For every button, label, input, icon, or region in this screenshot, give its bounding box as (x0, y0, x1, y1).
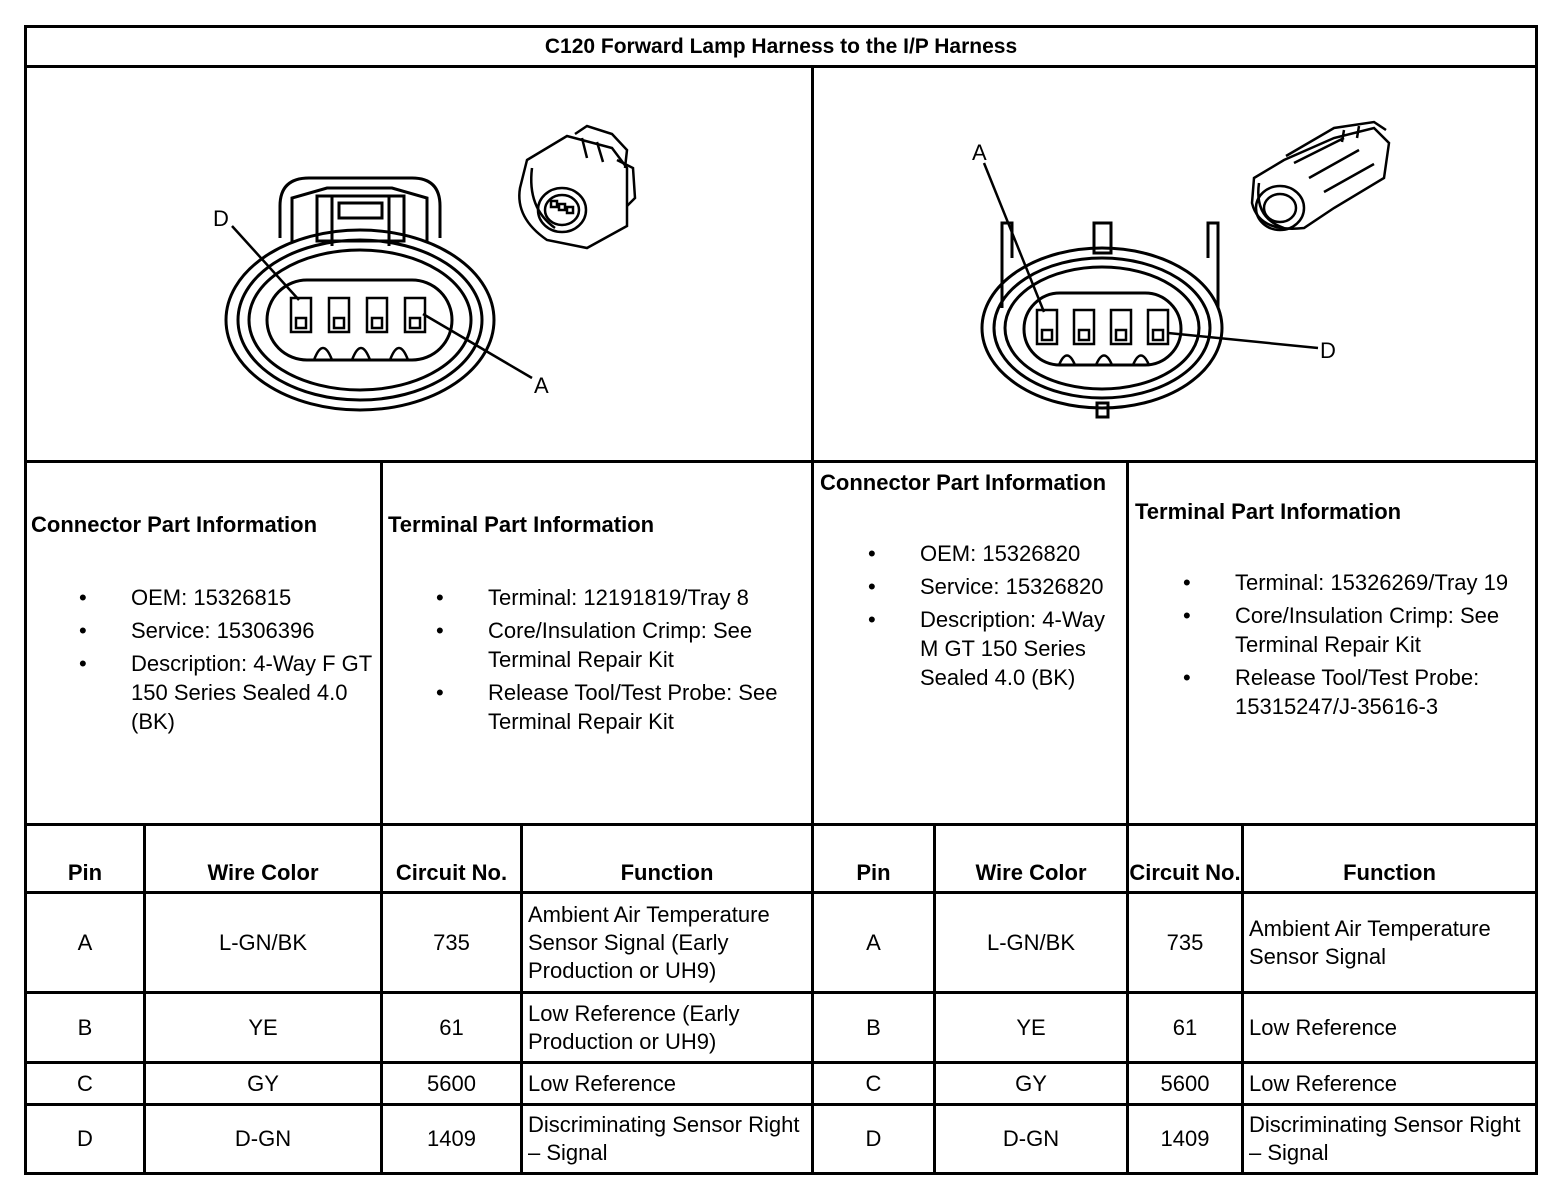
connector-heading: Connector Part Information (31, 512, 318, 537)
connector-diagram-female (27, 68, 811, 460)
list-item: • Terminal: 12191819/Tray 8 (388, 583, 806, 612)
cell-circuit: 61 (439, 1014, 464, 1040)
cell-function: Low Reference (1249, 1014, 1397, 1040)
header-circuit: Circuit No. (1129, 860, 1241, 885)
header-pin: Pin (856, 860, 891, 885)
list-item: • Core/Insulation Crimp: See Terminal Repair Kit (1135, 601, 1533, 659)
pin-label-a: A (534, 373, 549, 398)
cell-pin: A (866, 929, 881, 955)
cell-wire-color: GY (247, 1070, 279, 1096)
cell-pin: B (77, 1014, 93, 1040)
cell-wire-color: L-GN/BK (986, 929, 1076, 955)
header-circuit: Circuit No. (395, 860, 508, 885)
cell-pin: B (866, 1014, 881, 1040)
list-item: • Service: 15306396 (31, 616, 376, 645)
divider (24, 460, 1538, 463)
cell-function: Discriminating Sensor Right – Signal (1249, 1112, 1521, 1165)
cell-function: Ambient Air Temperature Sensor Signal (1249, 915, 1491, 969)
terminal-list (1135, 568, 1533, 721)
cell-pin: C (865, 1070, 882, 1096)
cell-pin: D (77, 1126, 93, 1151)
pin-label-d: D (213, 206, 229, 231)
right-connector-info (820, 468, 1122, 696)
cell-pin: A (77, 929, 93, 955)
cell-function: Ambient Air Temperature Sensor Signal (Early Production or UH9) (528, 901, 770, 983)
connector-diagram-male (814, 68, 1535, 460)
cell-wire-color: GY (1015, 1070, 1047, 1096)
cell-pin: D (865, 1126, 882, 1151)
cell-function: Low Reference (528, 1070, 676, 1096)
cell-wire-color: YE (1016, 1014, 1046, 1040)
pin-label-a: A (972, 140, 987, 165)
terminal-heading: Terminal Part Information (388, 512, 655, 537)
cell-function: Low Reference (Early Production or UH9) (528, 1000, 740, 1054)
terminal-list (388, 583, 806, 736)
list-item: • Service: 15326820 (820, 572, 1122, 601)
list-item: • Description: 4-Way F GT 150 Series Sealed 4.0 (BK) (31, 649, 376, 736)
cell-circuit: 735 (1166, 929, 1204, 955)
list-item: • Release Tool/Test Probe: See Terminal Repair Kit (388, 678, 806, 736)
cell-pin: C (77, 1070, 93, 1096)
list-item: • Core/Insulation Crimp: See Terminal Repair Kit (388, 616, 806, 674)
cell-wire-color: D-GN (1002, 1126, 1060, 1151)
cell-circuit: 1409 (1160, 1126, 1210, 1151)
header-function: Function (620, 860, 714, 885)
header-wire-color: Wire Color (975, 860, 1087, 885)
list-item: • Description: 4-Way M GT 150 Series Sealed 4.0 (BK) (820, 605, 1122, 692)
header-wire-color: Wire Color (207, 860, 319, 885)
cell-circuit: 61 (1172, 1014, 1198, 1040)
cell-circuit: 735 (433, 929, 470, 955)
terminal-heading: Terminal Part Information (1135, 499, 1402, 524)
cell-wire-color: YE (248, 1014, 278, 1040)
header-pin: Pin (67, 860, 103, 885)
right-terminal-info (1135, 497, 1533, 725)
list-item: • OEM: 15326820 (820, 539, 1122, 568)
cell-wire-color: D-GN (234, 1126, 292, 1151)
cell-function: Low Reference (1249, 1070, 1397, 1096)
cell-circuit: 1409 (427, 1126, 476, 1151)
left-terminal-info (388, 510, 806, 740)
page-title: C120 Forward Lamp Harness to the I/P Harness (544, 35, 1018, 58)
connector-list (820, 539, 1122, 692)
cell-circuit: 5600 (1160, 1070, 1210, 1096)
cell-function: Discriminating Sensor Right – Signal (528, 1112, 800, 1165)
connector-list (31, 583, 376, 736)
cell-wire-color: L-GN/BK (218, 929, 308, 955)
header-function: Function (1343, 860, 1436, 885)
pin-label-d: D (1320, 338, 1336, 363)
left-connector-info (31, 510, 376, 740)
list-item: • OEM: 15326815 (31, 583, 376, 612)
list-item: • Terminal: 15326269/Tray 19 (1135, 568, 1533, 597)
list-item: • Release Tool/Test Probe: 15315247/J-35616-3 (1135, 663, 1533, 721)
cell-circuit: 5600 (427, 1070, 476, 1096)
connector-heading: Connector Part Information (820, 470, 1107, 495)
